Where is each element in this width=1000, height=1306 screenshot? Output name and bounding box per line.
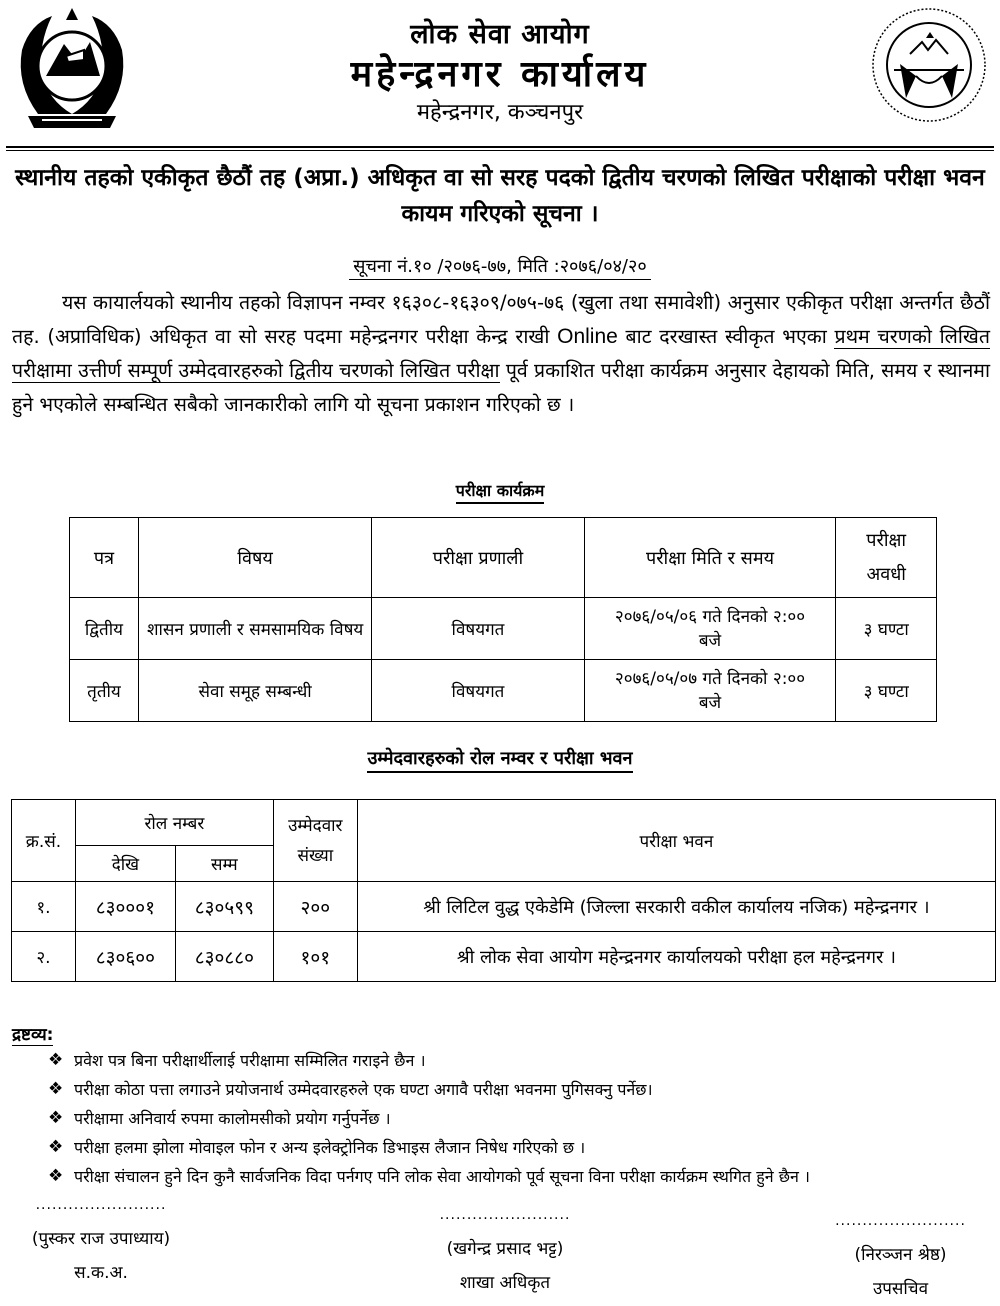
- roll-number-venue-table: [11, 799, 996, 982]
- col-header-paper: पत्र: [70, 518, 139, 598]
- office-name: महेन्द्रनगर कार्यालय: [350, 54, 650, 95]
- cell-date-time: २०७६/०५/०७ गते दिनको २:०० बजे: [584, 660, 836, 722]
- col-header-from: देखि: [75, 846, 175, 882]
- bullet-icon: ❖: [48, 1050, 64, 1070]
- col-header-duration: परीक्षा अवधी: [836, 518, 937, 598]
- signatory-title: उपसचिव: [872, 1279, 929, 1299]
- notes-heading-text: द्रष्टव्य:: [12, 1025, 54, 1045]
- table-header-row: [70, 518, 937, 598]
- notes-heading: [12, 1022, 53, 1045]
- schedule-heading: [0, 479, 1000, 501]
- cell-sn: २.: [12, 932, 76, 982]
- cell-duration: ३ घण्टा: [836, 598, 937, 660]
- signature-line: ........................: [835, 1213, 966, 1229]
- signatory-name: (निरञ्जन श्रेष्ठ): [854, 1245, 947, 1265]
- table-header-row: [12, 800, 996, 846]
- list-item: [48, 1075, 988, 1104]
- signatory-title: शाखा अधिकृत: [459, 1273, 551, 1293]
- cell-roll-to: ८३०५९९: [175, 882, 273, 932]
- list-item: [48, 1104, 988, 1133]
- col-header-sn: क्र.सं.: [12, 800, 76, 882]
- signatory-name: (पुस्कर राज उपाध्याय): [31, 1229, 171, 1249]
- notice-body-underlined: प्रथम चरणको लिखित परीक्षामा उत्तीर्ण सम्पूर्ण उम्मेदवारहरुको द्वितीय चरणको लिखित परीक्षा: [12, 325, 990, 382]
- cell-date-time: २०७६/०५/०६ गते दिनको २:०० बजे: [584, 598, 836, 660]
- cell-subject: सेवा समूह सम्बन्धी: [138, 660, 371, 722]
- organization-name: लोक सेवा आयोग: [410, 19, 590, 50]
- cell-venue: श्री लिटिल वुद्ध एकेडेमि (जिल्ला सरकारी वकील कार्यालय नजिक) महेन्द्रनगर ।: [357, 882, 995, 932]
- table-row: [12, 932, 996, 982]
- list-item: [48, 1133, 988, 1162]
- header-divider: [6, 146, 994, 151]
- note-text: परीक्षामा अनिवार्य रुपमा कालोमसीको प्रयोग गर्नुपर्नेछ ।: [74, 1109, 391, 1128]
- cell-count: २००: [273, 882, 357, 932]
- signature-line: ........................: [439, 1207, 571, 1223]
- col-header-to: सम्म: [175, 846, 273, 882]
- notice-reference: [0, 254, 1000, 278]
- bullet-icon: ❖: [48, 1079, 64, 1099]
- note-text: परीक्षा कोठा पत्ता लगाउने प्रयोजनार्थ उम्मेदवारहरुले एक घण्टा अगावै परीक्षा भवनमा पुगिसक्नु पर्नेछ।: [74, 1080, 653, 1099]
- cell-duration: ३ घण्टा: [836, 660, 937, 722]
- col-header-date-time: परीक्षा मिति र समय: [584, 518, 836, 598]
- cell-paper: द्वितीय: [70, 598, 139, 660]
- col-header-candidate-count: उम्मेदवार संख्या: [273, 800, 357, 882]
- cell-paper: तृतीय: [70, 660, 139, 722]
- exam-schedule-table: [69, 517, 937, 722]
- venues-heading-text: उम्मेदवारहरुको रोल नम्वर र परीक्षा भवन: [367, 748, 632, 773]
- notice-body: [12, 286, 990, 422]
- office-address: महेन्द्रनगर, कञ्चनपुर: [416, 100, 584, 125]
- cell-sn: १.: [12, 882, 76, 932]
- note-text: परीक्षा हलमा झोला मोवाइल फोन र अन्य इलेक्ट्रोनिक डिभाइस लैजान निषेध गरिएको छ ।: [74, 1138, 586, 1157]
- bullet-icon: ❖: [48, 1108, 64, 1128]
- signature-line: ........................: [35, 1197, 167, 1213]
- col-header-venue: परीक्षा भवन: [357, 800, 995, 882]
- venues-heading: [0, 746, 1000, 770]
- table-row: [70, 598, 937, 660]
- signatory-title: स.क.अ.: [74, 1263, 128, 1283]
- signature-block: [405, 1198, 605, 1300]
- notice-body-text: बाट दरखास्त स्वीकृत भएका: [617, 325, 835, 348]
- notice-body-text: यस कायार्लयको स्थानीय तहको विज्ञापन नम्वर १६३०८-१६३०९/०७५-७६ (खुला तथा समावेशी) अनुसार एकीकृत परीक्षा अन्तर्गत छैठौं तह. (अप्राविधिक) अधिकृत वा सो सरह पदमा महेन्द्रनगर परीक्षा केन्द्र राखी: [12, 291, 990, 348]
- bullet-icon: ❖: [48, 1166, 64, 1186]
- table-row: [70, 660, 937, 722]
- list-item: [48, 1046, 988, 1075]
- cell-subject: शासन प्रणाली र समसामयिक विषय: [138, 598, 371, 660]
- notes-list: [48, 1046, 988, 1191]
- signature-block: [808, 1204, 993, 1306]
- col-header-subject: विषय: [138, 518, 371, 598]
- notice-reference-text: सूचना नं.१० /२०७६-७७, मिति :२०७६/०४/२०: [349, 256, 650, 280]
- cell-exam-system: विषयगत: [372, 598, 584, 660]
- table-row: [12, 882, 996, 932]
- commission-seal: [870, 6, 988, 124]
- bullet-icon: ❖: [48, 1137, 64, 1157]
- notice-body-text: पूर्व प्रकाशित परीक्षा कार्यक्रम अनुसार देहायको मिति, समय र स्थानमा हुने भएकोले सम्बन्धित सबैको जानकारीको लागि यो सूचना प्रकाशन गरिएको छ ।: [12, 359, 990, 416]
- col-header-roll-number: रोल नम्बर: [75, 800, 273, 846]
- cell-roll-from: ८३०६००: [75, 932, 175, 982]
- signatory-name: (खगेन्द्र प्रसाद भट्ट): [446, 1239, 564, 1259]
- list-item: [48, 1162, 988, 1191]
- cell-venue: श्री लोक सेवा आयोग महेन्द्रनगर कार्यालयको परीक्षा हल महेन्द्रनगर ।: [357, 932, 995, 982]
- note-text: प्रवेश पत्र बिना परीक्षार्थीलाई परीक्षामा सम्मिलित गराइने छैन ।: [74, 1051, 426, 1070]
- note-text: परीक्षा संचालन हुने दिन कुनै सार्वजनिक विदा पर्नगए पनि लोक सेवा आयोगको पूर्व सूचना विना परीक्षा कार्यक्रम स्थगित हुने छैन ।: [74, 1167, 810, 1186]
- cell-roll-from: ८३०००१: [75, 882, 175, 932]
- notice-title: स्थानीय तहको एकीकृत छैठौं तह (अप्रा.) अधिकृत वा सो सरह पदको द्वितीय चरणको लिखित परीक्षाको परीक्षा भवन कायम गरिएको सूचना ।: [15, 165, 985, 227]
- cell-exam-system: विषयगत: [372, 660, 584, 722]
- signature-block: [6, 1188, 196, 1290]
- col-header-exam-system: परीक्षा प्रणाली: [372, 518, 584, 598]
- schedule-heading-text: परीक्षा कार्यक्रम: [456, 481, 545, 504]
- cell-count: १०१: [273, 932, 357, 982]
- cell-roll-to: ८३०८८०: [175, 932, 273, 982]
- online-text: Online: [557, 325, 618, 348]
